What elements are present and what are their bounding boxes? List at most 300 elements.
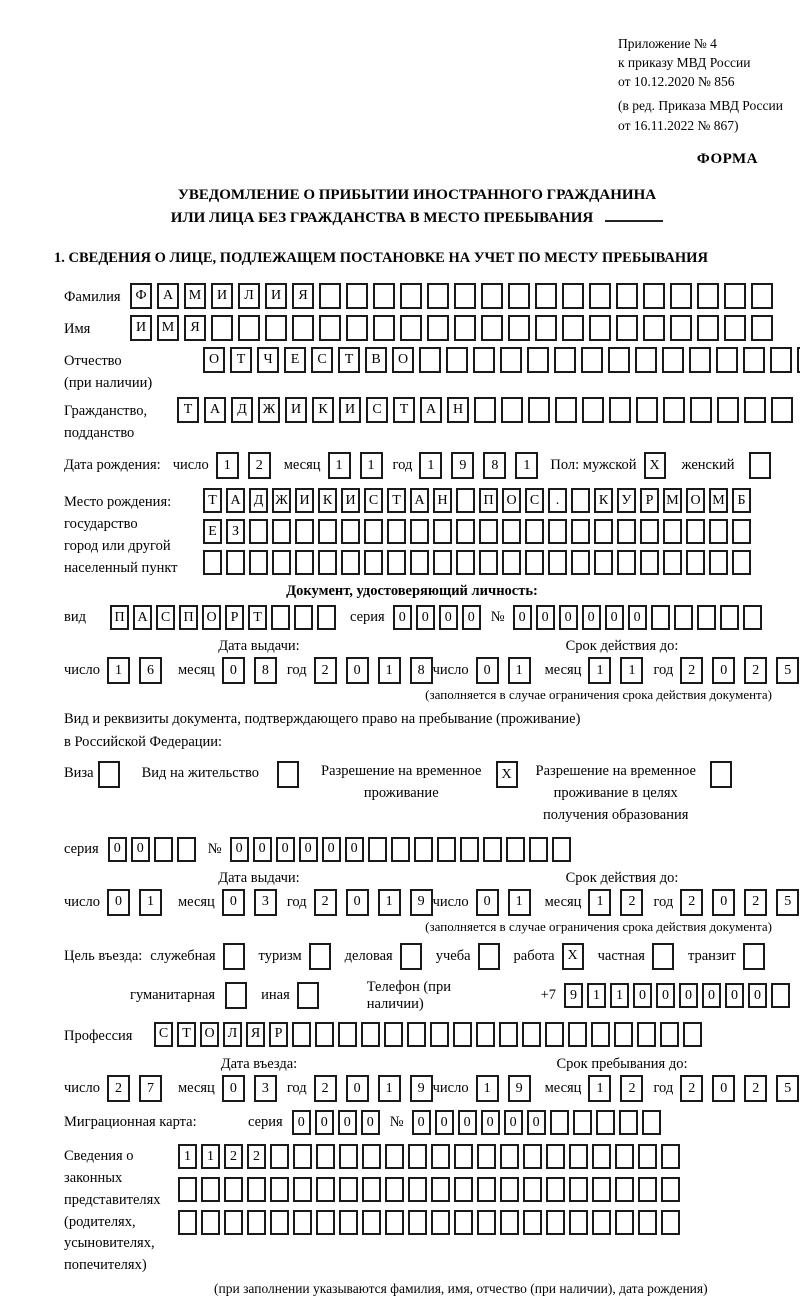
- char-cell[interactable]: [717, 397, 739, 423]
- char-cell[interactable]: [319, 315, 341, 341]
- char-cell[interactable]: 1: [178, 1144, 197, 1169]
- char-cell[interactable]: [341, 550, 360, 575]
- char-cell[interactable]: [319, 283, 341, 309]
- char-cell[interactable]: 2: [744, 889, 767, 916]
- char-cell[interactable]: [318, 550, 337, 575]
- char-cell[interactable]: [670, 283, 692, 309]
- char-cell[interactable]: 2: [620, 1075, 643, 1102]
- char-cell[interactable]: Р: [269, 1022, 288, 1047]
- char-cell[interactable]: [98, 761, 120, 788]
- char-cell[interactable]: [690, 397, 712, 423]
- char-cell[interactable]: [640, 550, 659, 575]
- char-cell[interactable]: [178, 1210, 197, 1235]
- char-cell[interactable]: [454, 1144, 473, 1169]
- char-cell[interactable]: X: [644, 452, 666, 479]
- char-cell[interactable]: [272, 519, 291, 544]
- char-cell[interactable]: [292, 1022, 311, 1047]
- char-cell[interactable]: [437, 837, 456, 862]
- char-cell[interactable]: [177, 837, 196, 862]
- char-cell[interactable]: [295, 550, 314, 575]
- char-cell[interactable]: 0: [462, 605, 481, 630]
- char-cell[interactable]: [608, 347, 630, 373]
- char-cell[interactable]: [317, 605, 336, 630]
- char-cell[interactable]: Т: [393, 397, 415, 423]
- char-cell[interactable]: 0: [702, 983, 721, 1008]
- char-cell[interactable]: [663, 397, 685, 423]
- char-cell[interactable]: [771, 983, 790, 1008]
- char-cell[interactable]: 8: [254, 657, 277, 684]
- char-cell[interactable]: [203, 550, 222, 575]
- char-cell[interactable]: [642, 1110, 661, 1135]
- char-cell[interactable]: 0: [605, 605, 624, 630]
- char-cell[interactable]: 1: [378, 657, 401, 684]
- char-cell[interactable]: [294, 605, 313, 630]
- char-cell[interactable]: [433, 550, 452, 575]
- char-cell[interactable]: 0: [131, 837, 150, 862]
- char-cell[interactable]: 0: [222, 1075, 245, 1102]
- char-cell[interactable]: [592, 1144, 611, 1169]
- char-cell[interactable]: Р: [225, 605, 244, 630]
- char-cell[interactable]: [525, 519, 544, 544]
- char-cell[interactable]: 1: [476, 1075, 499, 1102]
- char-cell[interactable]: [661, 1144, 680, 1169]
- char-cell[interactable]: [410, 519, 429, 544]
- char-cell[interactable]: 0: [299, 837, 318, 862]
- char-cell[interactable]: 5: [776, 889, 799, 916]
- char-cell[interactable]: Б: [732, 488, 751, 513]
- char-cell[interactable]: 0: [712, 889, 735, 916]
- char-cell[interactable]: [689, 347, 711, 373]
- char-cell[interactable]: [743, 943, 765, 970]
- char-cell[interactable]: 5: [776, 1075, 799, 1102]
- char-cell[interactable]: 9: [508, 1075, 531, 1102]
- char-cell[interactable]: [562, 283, 584, 309]
- char-cell[interactable]: Т: [177, 1022, 196, 1047]
- char-cell[interactable]: 2: [314, 1075, 337, 1102]
- char-cell[interactable]: [400, 283, 422, 309]
- char-cell[interactable]: [454, 1210, 473, 1235]
- char-cell[interactable]: [456, 550, 475, 575]
- char-cell[interactable]: [615, 1144, 634, 1169]
- char-cell[interactable]: [460, 837, 479, 862]
- char-cell[interactable]: С: [364, 488, 383, 513]
- char-cell[interactable]: 8: [410, 657, 433, 684]
- char-cell[interactable]: [481, 315, 503, 341]
- char-cell[interactable]: [571, 519, 590, 544]
- char-cell[interactable]: 0: [108, 837, 127, 862]
- char-cell[interactable]: 0: [315, 1110, 334, 1135]
- char-cell[interactable]: [643, 283, 665, 309]
- char-cell[interactable]: П: [179, 605, 198, 630]
- char-cell[interactable]: [569, 1177, 588, 1202]
- char-cell[interactable]: А: [410, 488, 429, 513]
- char-cell[interactable]: 9: [410, 1075, 433, 1102]
- char-cell[interactable]: 0: [346, 657, 369, 684]
- char-cell[interactable]: [293, 1177, 312, 1202]
- char-cell[interactable]: [562, 315, 584, 341]
- char-cell[interactable]: 0: [458, 1110, 477, 1135]
- char-cell[interactable]: [270, 1177, 289, 1202]
- char-cell[interactable]: 2: [744, 1075, 767, 1102]
- char-cell[interactable]: 2: [680, 889, 703, 916]
- char-cell[interactable]: Е: [284, 347, 306, 373]
- char-cell[interactable]: [502, 519, 521, 544]
- char-cell[interactable]: [589, 283, 611, 309]
- char-cell[interactable]: [477, 1210, 496, 1235]
- char-cell[interactable]: Я: [292, 283, 314, 309]
- char-cell[interactable]: 1: [587, 983, 606, 1008]
- char-cell[interactable]: 0: [439, 605, 458, 630]
- char-cell[interactable]: [615, 1177, 634, 1202]
- char-cell[interactable]: [661, 1177, 680, 1202]
- char-cell[interactable]: 9: [451, 452, 474, 479]
- char-cell[interactable]: [589, 315, 611, 341]
- char-cell[interactable]: [569, 1210, 588, 1235]
- char-cell[interactable]: [550, 1110, 569, 1135]
- char-cell[interactable]: 0: [346, 889, 369, 916]
- char-cell[interactable]: [500, 347, 522, 373]
- char-cell[interactable]: [743, 347, 765, 373]
- char-cell[interactable]: 1: [588, 1075, 611, 1102]
- char-cell[interactable]: М: [709, 488, 728, 513]
- char-cell[interactable]: [594, 519, 613, 544]
- char-cell[interactable]: 2: [224, 1144, 243, 1169]
- char-cell[interactable]: [614, 1022, 633, 1047]
- char-cell[interactable]: [364, 550, 383, 575]
- char-cell[interactable]: [662, 347, 684, 373]
- char-cell[interactable]: [341, 519, 360, 544]
- char-cell[interactable]: Л: [223, 1022, 242, 1047]
- char-cell[interactable]: [346, 283, 368, 309]
- char-cell[interactable]: [338, 1022, 357, 1047]
- char-cell[interactable]: [674, 605, 693, 630]
- char-cell[interactable]: М: [663, 488, 682, 513]
- char-cell[interactable]: И: [285, 397, 307, 423]
- char-cell[interactable]: [315, 1022, 334, 1047]
- char-cell[interactable]: [571, 488, 590, 513]
- char-cell[interactable]: А: [204, 397, 226, 423]
- char-cell[interactable]: [201, 1177, 220, 1202]
- char-cell[interactable]: [554, 347, 576, 373]
- char-cell[interactable]: [433, 519, 452, 544]
- char-cell[interactable]: 0: [476, 889, 499, 916]
- char-cell[interactable]: [456, 488, 475, 513]
- char-cell[interactable]: [474, 397, 496, 423]
- char-cell[interactable]: [545, 1022, 564, 1047]
- char-cell[interactable]: [270, 1210, 289, 1235]
- char-cell[interactable]: 0: [712, 657, 735, 684]
- char-cell[interactable]: [297, 982, 319, 1009]
- char-cell[interactable]: [573, 1110, 592, 1135]
- char-cell[interactable]: [481, 283, 503, 309]
- char-cell[interactable]: 0: [504, 1110, 523, 1135]
- char-cell[interactable]: [506, 837, 525, 862]
- char-cell[interactable]: [724, 315, 746, 341]
- char-cell[interactable]: [523, 1144, 542, 1169]
- char-cell[interactable]: 0: [712, 1075, 735, 1102]
- char-cell[interactable]: А: [420, 397, 442, 423]
- char-cell[interactable]: [316, 1177, 335, 1202]
- char-cell[interactable]: [277, 761, 299, 788]
- char-cell[interactable]: [638, 1177, 657, 1202]
- char-cell[interactable]: [400, 315, 422, 341]
- char-cell[interactable]: [247, 1210, 266, 1235]
- char-cell[interactable]: .: [548, 488, 567, 513]
- char-cell[interactable]: [430, 1022, 449, 1047]
- char-cell[interactable]: 1: [378, 889, 401, 916]
- char-cell[interactable]: О: [686, 488, 705, 513]
- char-cell[interactable]: 1: [107, 657, 130, 684]
- char-cell[interactable]: [528, 397, 550, 423]
- char-cell[interactable]: П: [110, 605, 129, 630]
- char-cell[interactable]: 1: [515, 452, 538, 479]
- char-cell[interactable]: [523, 1177, 542, 1202]
- char-cell[interactable]: [617, 550, 636, 575]
- char-cell[interactable]: 1: [201, 1144, 220, 1169]
- char-cell[interactable]: [249, 550, 268, 575]
- char-cell[interactable]: [724, 283, 746, 309]
- char-cell[interactable]: [615, 1210, 634, 1235]
- char-cell[interactable]: X: [562, 943, 584, 970]
- char-cell[interactable]: 2: [107, 1075, 130, 1102]
- char-cell[interactable]: Т: [230, 347, 252, 373]
- char-cell[interactable]: К: [594, 488, 613, 513]
- char-cell[interactable]: М: [184, 283, 206, 309]
- char-cell[interactable]: [454, 283, 476, 309]
- char-cell[interactable]: [400, 943, 422, 970]
- char-cell[interactable]: [270, 1144, 289, 1169]
- char-cell[interactable]: [387, 519, 406, 544]
- char-cell[interactable]: О: [502, 488, 521, 513]
- char-cell[interactable]: [373, 283, 395, 309]
- char-cell[interactable]: Л: [238, 283, 260, 309]
- char-cell[interactable]: [407, 1022, 426, 1047]
- char-cell[interactable]: [751, 315, 773, 341]
- char-cell[interactable]: Т: [338, 347, 360, 373]
- char-cell[interactable]: 1: [419, 452, 442, 479]
- char-cell[interactable]: 0: [412, 1110, 431, 1135]
- char-cell[interactable]: [408, 1144, 427, 1169]
- char-cell[interactable]: [508, 283, 530, 309]
- char-cell[interactable]: Р: [640, 488, 659, 513]
- char-cell[interactable]: [295, 519, 314, 544]
- char-cell[interactable]: 2: [680, 657, 703, 684]
- char-cell[interactable]: [548, 550, 567, 575]
- char-cell[interactable]: [732, 550, 751, 575]
- char-cell[interactable]: [617, 519, 636, 544]
- char-cell[interactable]: [500, 1210, 519, 1235]
- char-cell[interactable]: 0: [253, 837, 272, 862]
- char-cell[interactable]: [582, 397, 604, 423]
- char-cell[interactable]: [384, 1022, 403, 1047]
- char-cell[interactable]: [502, 550, 521, 575]
- char-cell[interactable]: [419, 347, 441, 373]
- char-cell[interactable]: [373, 315, 395, 341]
- char-cell[interactable]: [211, 315, 233, 341]
- char-cell[interactable]: [751, 283, 773, 309]
- char-cell[interactable]: [638, 1144, 657, 1169]
- char-cell[interactable]: С: [525, 488, 544, 513]
- char-cell[interactable]: [479, 550, 498, 575]
- char-cell[interactable]: И: [341, 488, 360, 513]
- char-cell[interactable]: [663, 519, 682, 544]
- char-cell[interactable]: 0: [222, 657, 245, 684]
- char-cell[interactable]: [508, 315, 530, 341]
- char-cell[interactable]: [663, 550, 682, 575]
- char-cell[interactable]: [770, 347, 792, 373]
- char-cell[interactable]: [619, 1110, 638, 1135]
- char-cell[interactable]: [364, 519, 383, 544]
- char-cell[interactable]: [408, 1177, 427, 1202]
- char-cell[interactable]: 0: [416, 605, 435, 630]
- char-cell[interactable]: [592, 1210, 611, 1235]
- char-cell[interactable]: [616, 315, 638, 341]
- char-cell[interactable]: [571, 550, 590, 575]
- char-cell[interactable]: 3: [254, 1075, 277, 1102]
- char-cell[interactable]: [154, 837, 173, 862]
- char-cell[interactable]: [292, 315, 314, 341]
- char-cell[interactable]: [385, 1210, 404, 1235]
- char-cell[interactable]: Д: [231, 397, 253, 423]
- char-cell[interactable]: [272, 550, 291, 575]
- char-cell[interactable]: [391, 837, 410, 862]
- char-cell[interactable]: Т: [177, 397, 199, 423]
- char-cell[interactable]: [525, 550, 544, 575]
- char-cell[interactable]: [454, 1177, 473, 1202]
- char-cell[interactable]: [535, 315, 557, 341]
- char-cell[interactable]: [339, 1177, 358, 1202]
- char-cell[interactable]: [368, 837, 387, 862]
- char-cell[interactable]: [716, 347, 738, 373]
- char-cell[interactable]: [535, 283, 557, 309]
- char-cell[interactable]: Ч: [257, 347, 279, 373]
- char-cell[interactable]: 1: [328, 452, 351, 479]
- char-cell[interactable]: [293, 1210, 312, 1235]
- char-cell[interactable]: [616, 283, 638, 309]
- char-cell[interactable]: [581, 347, 603, 373]
- char-cell[interactable]: [477, 1177, 496, 1202]
- char-cell[interactable]: [500, 1177, 519, 1202]
- char-cell[interactable]: А: [157, 283, 179, 309]
- char-cell[interactable]: [223, 943, 245, 970]
- char-cell[interactable]: 0: [276, 837, 295, 862]
- char-cell[interactable]: [710, 761, 732, 788]
- char-cell[interactable]: 7: [139, 1075, 162, 1102]
- char-cell[interactable]: Ж: [272, 488, 291, 513]
- char-cell[interactable]: 0: [292, 1110, 311, 1135]
- char-cell[interactable]: [499, 1022, 518, 1047]
- char-cell[interactable]: [473, 347, 495, 373]
- char-cell[interactable]: И: [130, 315, 152, 341]
- char-cell[interactable]: [293, 1144, 312, 1169]
- char-cell[interactable]: Т: [248, 605, 267, 630]
- char-cell[interactable]: 6: [139, 657, 162, 684]
- char-cell[interactable]: [385, 1144, 404, 1169]
- char-cell[interactable]: [548, 519, 567, 544]
- char-cell[interactable]: 2: [680, 1075, 703, 1102]
- char-cell[interactable]: Т: [387, 488, 406, 513]
- char-cell[interactable]: 1: [588, 889, 611, 916]
- char-cell[interactable]: 2: [314, 657, 337, 684]
- char-cell[interactable]: З: [226, 519, 245, 544]
- char-cell[interactable]: [224, 1177, 243, 1202]
- char-cell[interactable]: 0: [435, 1110, 454, 1135]
- char-cell[interactable]: 8: [483, 452, 506, 479]
- char-cell[interactable]: 0: [481, 1110, 500, 1135]
- char-cell[interactable]: [501, 397, 523, 423]
- char-cell[interactable]: [594, 550, 613, 575]
- char-cell[interactable]: [609, 397, 631, 423]
- char-cell[interactable]: 2: [314, 889, 337, 916]
- char-cell[interactable]: 0: [230, 837, 249, 862]
- char-cell[interactable]: 0: [346, 1075, 369, 1102]
- char-cell[interactable]: [660, 1022, 679, 1047]
- char-cell[interactable]: [552, 837, 571, 862]
- char-cell[interactable]: [346, 315, 368, 341]
- char-cell[interactable]: 2: [744, 657, 767, 684]
- char-cell[interactable]: [226, 550, 245, 575]
- char-cell[interactable]: [362, 1177, 381, 1202]
- char-cell[interactable]: [592, 1177, 611, 1202]
- char-cell[interactable]: 1: [610, 983, 629, 1008]
- char-cell[interactable]: [555, 397, 577, 423]
- char-cell[interactable]: И: [339, 397, 361, 423]
- char-cell[interactable]: [309, 943, 331, 970]
- char-cell[interactable]: [431, 1177, 450, 1202]
- char-cell[interactable]: [569, 1144, 588, 1169]
- char-cell[interactable]: 2: [247, 1144, 266, 1169]
- char-cell[interactable]: 0: [338, 1110, 357, 1135]
- char-cell[interactable]: [686, 519, 705, 544]
- char-cell[interactable]: О: [200, 1022, 219, 1047]
- char-cell[interactable]: [454, 315, 476, 341]
- char-cell[interactable]: 3: [254, 889, 277, 916]
- char-cell[interactable]: Ж: [258, 397, 280, 423]
- char-cell[interactable]: [427, 283, 449, 309]
- char-cell[interactable]: [361, 1022, 380, 1047]
- char-cell[interactable]: [427, 315, 449, 341]
- char-cell[interactable]: К: [318, 488, 337, 513]
- char-cell[interactable]: [271, 605, 290, 630]
- char-cell[interactable]: [479, 519, 498, 544]
- char-cell[interactable]: [686, 550, 705, 575]
- char-cell[interactable]: [637, 1022, 656, 1047]
- char-cell[interactable]: 9: [564, 983, 583, 1008]
- char-cell[interactable]: [546, 1210, 565, 1235]
- char-cell[interactable]: [476, 1022, 495, 1047]
- char-cell[interactable]: 0: [656, 983, 675, 1008]
- char-cell[interactable]: Я: [246, 1022, 265, 1047]
- char-cell[interactable]: [414, 837, 433, 862]
- char-cell[interactable]: 1: [139, 889, 162, 916]
- char-cell[interactable]: [410, 550, 429, 575]
- char-cell[interactable]: 1: [508, 889, 531, 916]
- char-cell[interactable]: [720, 605, 739, 630]
- char-cell[interactable]: И: [211, 283, 233, 309]
- char-cell[interactable]: [651, 605, 670, 630]
- char-cell[interactable]: [456, 519, 475, 544]
- char-cell[interactable]: [591, 1022, 610, 1047]
- char-cell[interactable]: [431, 1210, 450, 1235]
- char-cell[interactable]: 2: [620, 889, 643, 916]
- char-cell[interactable]: [568, 1022, 587, 1047]
- char-cell[interactable]: [643, 315, 665, 341]
- char-cell[interactable]: [316, 1210, 335, 1235]
- char-cell[interactable]: [709, 550, 728, 575]
- char-cell[interactable]: [523, 1210, 542, 1235]
- char-cell[interactable]: [238, 315, 260, 341]
- char-cell[interactable]: [339, 1144, 358, 1169]
